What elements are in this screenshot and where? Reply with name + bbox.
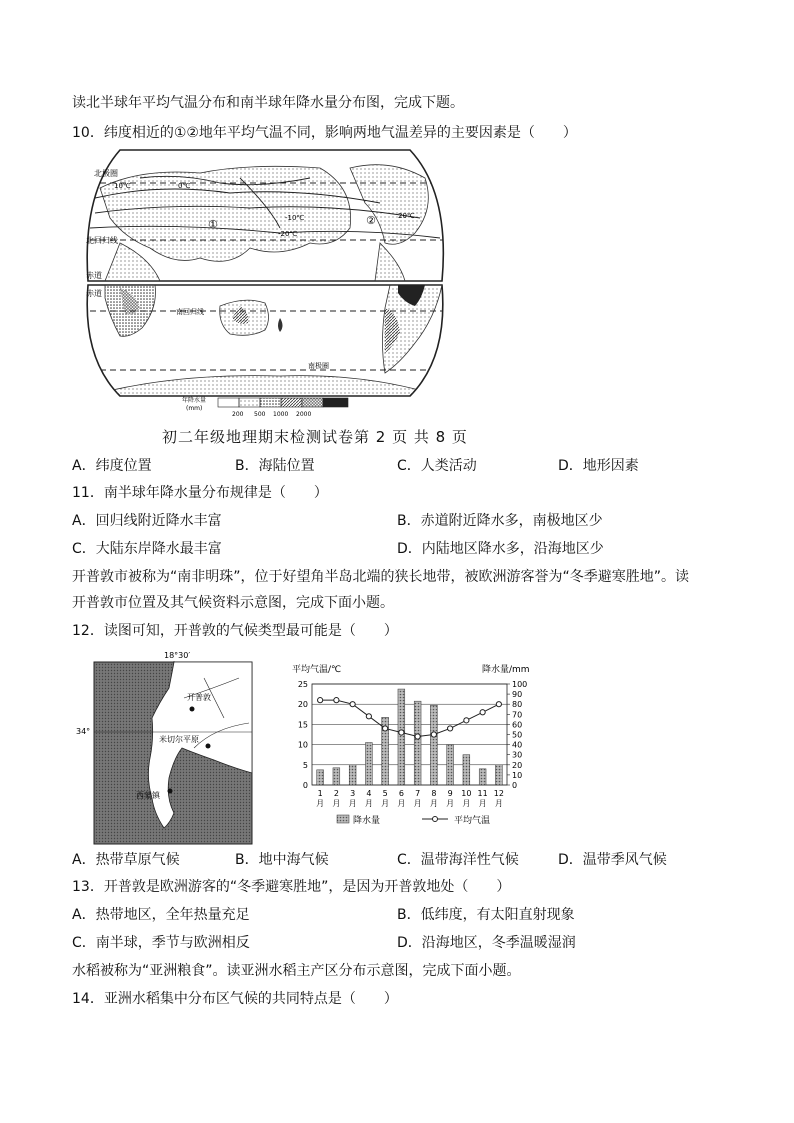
temperature-point xyxy=(431,732,436,737)
question-12-stem: 12．读图可知，开普敦的气候类型最可能是（ ） xyxy=(72,623,398,639)
q11-option-d[interactable]: D．内陆地区降水多，沿海地区少 xyxy=(397,541,604,557)
temperature-line xyxy=(318,698,502,740)
chart-legend xyxy=(337,814,490,826)
northern-hemisphere-map xyxy=(80,150,450,281)
q12-option-a[interactable]: A．热带草原气候 xyxy=(72,852,180,868)
x-tick-label: 1 xyxy=(317,789,323,798)
temperature-point xyxy=(496,702,501,707)
y-left-tick-label: 20 xyxy=(297,700,308,710)
y-right-tick-label: 70 xyxy=(512,710,523,720)
simons-town-dot xyxy=(168,789,173,794)
temperature-point xyxy=(415,734,420,739)
legend-tick-2000: 2000 xyxy=(296,411,312,418)
precipitation-legend xyxy=(182,396,348,418)
southern-hemisphere-map xyxy=(80,285,450,398)
x-tick-label: 6 xyxy=(398,789,404,798)
x-tick-label: 2 xyxy=(333,789,339,798)
precip-bar xyxy=(333,768,340,785)
precip-bar xyxy=(479,769,486,785)
temperature-point xyxy=(350,702,355,707)
legend-title: 年降水量 xyxy=(182,397,207,404)
label-isotherm-minus10: -10℃ xyxy=(285,214,305,222)
x-tick-unit: 月 xyxy=(316,799,325,808)
q10-option-b[interactable]: B．海陆位置 xyxy=(235,458,315,474)
precip-bar xyxy=(430,705,437,785)
y-right-tick-label: 60 xyxy=(512,720,523,730)
y-right-tick-label: 40 xyxy=(512,740,523,750)
precip-bar xyxy=(317,770,324,785)
x-tick-label: 11 xyxy=(477,789,488,798)
q13-option-d[interactable]: D．沿海地区，冬季温暖湿润 xyxy=(397,935,576,951)
x-tick-unit: 月 xyxy=(478,799,487,808)
y-right-tick-label: 90 xyxy=(512,690,523,700)
label-antarctic-circle: 南极圈 xyxy=(308,362,329,370)
climate-chart xyxy=(282,660,552,828)
legend-temperature: 平均气温 xyxy=(454,816,491,826)
legend-precipitation: 降水量 xyxy=(353,816,381,826)
y-left-tick-label: 0 xyxy=(302,781,308,790)
q11-option-a[interactable]: A．回归线附近降水丰富 xyxy=(72,513,222,529)
temperature-point xyxy=(366,714,371,719)
label-tropic-of-capricorn: 南回归线 xyxy=(176,308,204,316)
x-tick-unit: 月 xyxy=(429,799,438,808)
y-left-tick-label: 10 xyxy=(297,740,308,750)
latitude-label: 34° xyxy=(76,727,91,736)
legend-tick-200: 200 xyxy=(232,411,244,418)
x-tick-unit: 月 xyxy=(332,799,341,808)
precip-bar xyxy=(447,745,454,785)
y-axis-right-label: 降水量/mm xyxy=(482,665,530,675)
chart-ticks xyxy=(298,680,527,808)
label-simons-town: 西蒙镇 xyxy=(136,791,160,800)
temperature-point xyxy=(334,698,339,703)
question-11-stem: 11．南半球年降水量分布规律是（ ） xyxy=(72,485,328,501)
label-isotherm-20: 20℃ xyxy=(398,212,415,220)
x-tick-unit: 月 xyxy=(413,799,422,808)
precip-bar xyxy=(495,765,502,785)
intro-text-1: 读北半球年平均气温分布和南半球年降水量分布图，完成下题。 xyxy=(72,95,464,111)
marker-point-1: ① xyxy=(208,218,218,231)
intro-text-2-line-1: 开普敦市被称为“南非明珠”，位于好望角半岛北端的狭长地带，被欧洲游客誉为“冬季避寒胜地”。读 xyxy=(72,569,690,585)
legend-tick-500: 500 xyxy=(254,411,266,418)
x-tick-unit: 月 xyxy=(494,799,503,808)
y-right-tick-label: 80 xyxy=(512,700,523,710)
question-10-stem: 10．纬度相近的①②地年平均气温不同，影响两地气温差异的主要因素是（ ） xyxy=(72,125,577,141)
x-tick-label: 5 xyxy=(382,789,388,798)
capetown-city-dot xyxy=(190,707,195,712)
q10-option-c[interactable]: C．人类活动 xyxy=(397,458,477,474)
q12-option-d[interactable]: D．温带季风气候 xyxy=(558,852,667,868)
legend-unit: (mm) xyxy=(186,405,203,412)
x-tick-label: 7 xyxy=(415,789,421,798)
x-tick-unit: 月 xyxy=(381,799,390,808)
x-tick-label: 10 xyxy=(461,789,472,798)
q13-option-b[interactable]: B．低纬度，有太阳直射现象 xyxy=(397,907,575,923)
x-tick-label: 9 xyxy=(447,789,453,798)
label-tropic-of-cancer: 北回归线 xyxy=(86,236,118,245)
x-tick-unit: 月 xyxy=(462,799,471,808)
x-tick-unit: 月 xyxy=(348,799,357,808)
y-right-tick-label: 20 xyxy=(512,760,523,770)
y-right-tick-label: 0 xyxy=(512,781,518,790)
q12-option-c[interactable]: C．温带海洋性气候 xyxy=(397,852,519,868)
temperature-polyline xyxy=(320,700,499,736)
question-14-stem: 14．亚洲水稻集中分布区气候的共同特点是（ ） xyxy=(72,991,398,1007)
x-tick-unit: 月 xyxy=(446,799,455,808)
question-13-stem: 13．开普敦是欧洲游客的“冬季避寒胜地”，是因为开普敦地处（ ） xyxy=(72,879,511,895)
x-tick-unit: 月 xyxy=(397,799,406,808)
y-axis-left-label: 平均气温/℃ xyxy=(292,665,342,675)
temperature-point xyxy=(480,710,485,715)
intro-text-3: 水稻被称为“亚洲粮食”。读亚洲水稻主产区分布示意图，完成下面小题。 xyxy=(72,963,521,979)
label-isotherm-10: 10℃ xyxy=(114,182,131,190)
temperature-point xyxy=(383,726,388,731)
longitude-label: 18°30′ xyxy=(164,651,191,660)
x-tick-label: 3 xyxy=(350,789,356,798)
temperature-point xyxy=(448,726,453,731)
page-footer-text: 初二年级地理期末检测试卷第 2 页 共 8 页 xyxy=(162,428,468,446)
precip-bar xyxy=(365,743,372,785)
capetown-location-map xyxy=(74,648,256,846)
intro-text-2-line-2: 开普敦市位置及其气候资料示意图，完成下面小题。 xyxy=(72,595,394,611)
x-tick-label: 8 xyxy=(431,789,437,798)
y-left-tick-label: 15 xyxy=(297,720,308,730)
q10-option-d[interactable]: D．地形因素 xyxy=(558,458,639,474)
q11-option-b[interactable]: B．赤道附近降水多，南极地区少 xyxy=(397,513,603,529)
precip-bar xyxy=(398,689,405,785)
q13-option-a[interactable]: A．热带地区，全年热量充足 xyxy=(72,907,250,923)
temperature-point xyxy=(464,718,469,723)
x-tick-unit: 月 xyxy=(364,799,373,808)
y-left-tick-label: 5 xyxy=(302,760,308,770)
precip-bar xyxy=(349,765,356,785)
label-capetown: 开普敦 xyxy=(187,693,211,702)
y-left-tick-label: 25 xyxy=(297,680,308,689)
marker-point-2: ② xyxy=(366,214,376,227)
y-right-tick-label: 50 xyxy=(512,730,523,740)
label-mitchells-plain: 米切尔平原 xyxy=(159,735,199,744)
x-tick-label: 12 xyxy=(493,789,504,798)
label-arctic-circle: 北极圈 xyxy=(94,169,118,178)
label-isotherm-minus20: -20℃ xyxy=(278,230,298,238)
label-equator-north: 赤道 xyxy=(86,271,102,280)
legend-tick-1000: 1000 xyxy=(273,411,289,418)
temperature-point xyxy=(399,730,404,735)
label-equator-south: 赤道 xyxy=(86,289,102,298)
mitchells-plain-dot xyxy=(206,744,211,749)
precipitation-bars xyxy=(317,689,503,785)
y-right-tick-label: 10 xyxy=(512,770,523,780)
q13-option-c[interactable]: C．南半球，季节与欧洲相反 xyxy=(72,935,250,951)
q10-option-a[interactable]: A．纬度位置 xyxy=(72,458,152,474)
q12-option-b[interactable]: B．地中海气候 xyxy=(235,852,329,868)
y-right-tick-label: 100 xyxy=(512,680,528,689)
x-tick-label: 4 xyxy=(366,789,372,798)
world-map-figure xyxy=(80,148,450,420)
y-right-tick-label: 30 xyxy=(512,750,523,760)
temperature-point xyxy=(318,698,323,703)
precip-bar xyxy=(463,755,470,785)
q11-option-c[interactable]: C．大陆东岸降水最丰富 xyxy=(72,541,222,557)
precip-bar xyxy=(414,701,421,785)
label-isotherm-0: 0℃ xyxy=(178,182,191,190)
